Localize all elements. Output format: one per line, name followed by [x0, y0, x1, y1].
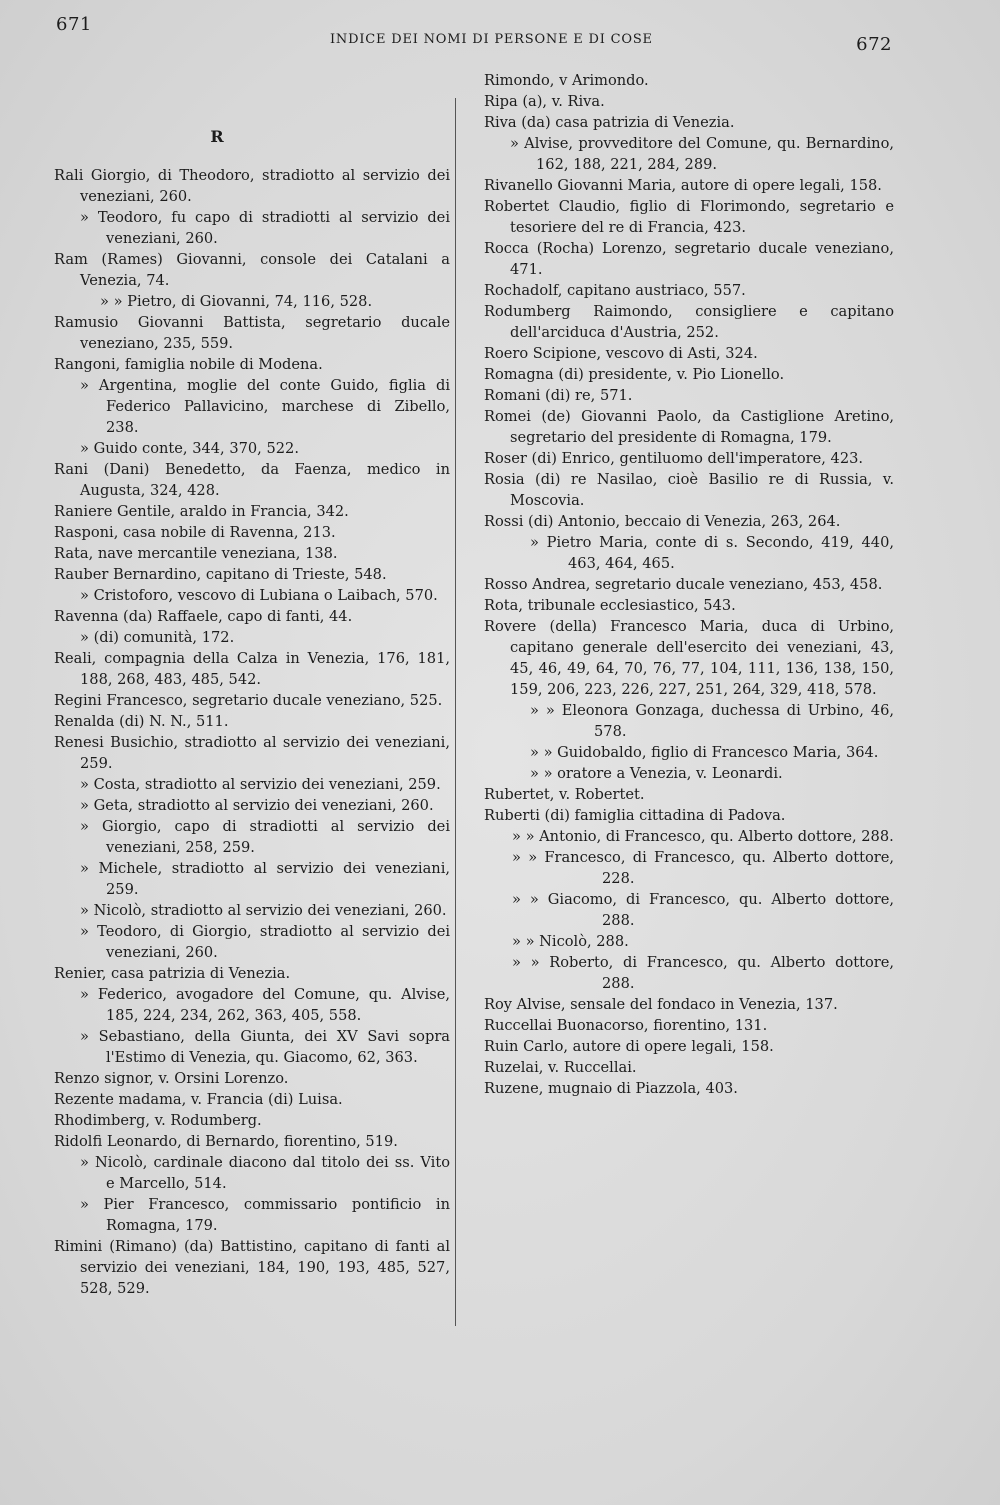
index-entry: Roy Alvise, sensale del fondaco in Venezia, 137.: [484, 996, 838, 1013]
index-entry: Reali, compagnia della Calza in Venezia, 176, 181, 188, 268, 483, 485, 542.: [54, 650, 450, 688]
index-entry: Rhodimberg, v. Rodumberg.: [54, 1112, 262, 1129]
index-entry: Ripa (a), v. Riva.: [484, 93, 605, 110]
section-heading: R: [210, 127, 224, 146]
index-entry: Rauber Bernardino, capitano di Trieste, 548.: [54, 566, 387, 583]
index-subentry: » Teodoro, fu capo di stradiotti al servizio dei veneziani, 260.: [80, 209, 450, 247]
index-subentry: » » Pietro, di Giovanni, 74, 116, 528.: [100, 293, 373, 310]
index-subentry: » Sebastiano, della Giunta, dei XV Savi sopra l'Estimo di Venezia, qu. Giacomo, 62, 363.: [80, 1028, 450, 1066]
index-entry: Riva (da) casa patrizia di Venezia.: [484, 114, 735, 131]
index-entry: Rocca (Rocha) Lorenzo, segretario ducale veneziano, 471.: [484, 240, 894, 278]
index-subentry: » » Eleonora Gonzaga, duchessa di Urbino, 46, 578.: [530, 702, 894, 740]
index-entry: Rimini (Rimano) (da) Battistino, capitano di fanti al servizio dei veneziani, 184, 190, 193, 485, 527, 528, 529.: [54, 1238, 450, 1297]
index-subentry: » » Giacomo, di Francesco, qu. Alberto dottore, 288.: [512, 891, 894, 929]
index-subentry: » Giorgio, capo di stradiotti al servizio dei veneziani, 258, 259.: [80, 818, 450, 856]
index-subentry: » Pier Francesco, commissario pontificio in Romagna, 179.: [80, 1196, 450, 1234]
left-column: [54, 126, 450, 1299]
index-entry: Ravenna (da) Raffaele, capo di fanti, 44.: [54, 608, 353, 625]
index-subentry: » Geta, stradiotto al servizio dei veneziani, 260.: [80, 797, 434, 814]
index-entry: Renesi Busichio, stradiotto al servizio dei veneziani, 259.: [54, 734, 450, 772]
index-entry: Ruccellai Buonacorso, fiorentino, 131.: [484, 1017, 768, 1034]
index-entry: Renzo signor, v. Orsini Lorenzo.: [54, 1070, 289, 1087]
index-entry: Rodumberg Raimondo, consigliere e capitano dell'arciduca d'Austria, 252.: [484, 303, 894, 341]
index-subentry: » » Guidobaldo, figlio di Francesco Maria, 364.: [530, 744, 879, 761]
index-entry: Rubertet, v. Robertet.: [484, 786, 645, 803]
index-subentry: » Alvise, provveditore del Comune, qu. Bernardino, 162, 188, 221, 284, 289.: [510, 135, 894, 173]
index-subentry: » Teodoro, di Giorgio, stradiotto al servizio dei veneziani, 260.: [80, 923, 450, 961]
index-subentry: » » oratore a Venezia, v. Leonardi.: [530, 765, 783, 782]
index-entry: Rangoni, famiglia nobile di Modena.: [54, 356, 323, 373]
right-column: [484, 70, 894, 1099]
index-entry: Ruin Carlo, autore di opere legali, 158.: [484, 1038, 774, 1055]
index-subentry: » » Nicolò, 288.: [512, 933, 629, 950]
index-subentry: » Cristoforo, vescovo di Lubiana o Laibach, 570.: [80, 587, 438, 604]
index-entry: Ruberti (di) famiglia cittadina di Padova.: [484, 807, 786, 824]
index-entry: Rasponi, casa nobile di Ravenna, 213.: [54, 524, 336, 541]
index-subentry: » Pietro Maria, conte di s. Secondo, 419, 440, 463, 464, 465.: [530, 534, 894, 572]
index-subentry: » Costa, stradiotto al servizio dei veneziani, 259.: [80, 776, 441, 793]
index-subentry: » Michele, stradiotto al servizio dei veneziani, 259.: [80, 860, 450, 898]
index-subentry: » (di) comunità, 172.: [80, 629, 235, 646]
index-subentry: » Guido conte, 344, 370, 522.: [80, 440, 299, 457]
index-entry: Rivanello Giovanni Maria, autore di opere legali, 158.: [484, 177, 882, 194]
page-number-left: 671: [56, 14, 92, 35]
index-entry: Romani (di) re, 571.: [484, 387, 633, 404]
index-entry: Renier, casa patrizia di Venezia.: [54, 965, 291, 982]
page-number-right: 672: [856, 34, 892, 55]
index-entry: Roser (di) Enrico, gentiluomo dell'imperatore, 423.: [484, 450, 864, 467]
index-entry: Rosso Andrea, segretario ducale veneziano, 453, 458.: [484, 576, 883, 593]
index-entry: Romagna (di) presidente, v. Pio Lionello.: [484, 366, 785, 383]
index-subentry: » Nicolò, cardinale diacono dal titolo dei ss. Vito e Marcello, 514.: [80, 1154, 450, 1192]
index-entry: Rossi (di) Antonio, beccaio di Venezia, 263, 264.: [484, 513, 841, 530]
index-entry: Roero Scipione, vescovo di Asti, 324.: [484, 345, 758, 362]
index-subentry: » » Francesco, di Francesco, qu. Alberto dottore, 228.: [512, 849, 894, 887]
index-entry: Rali Giorgio, di Theodoro, stradiotto al servizio dei veneziani, 260.: [54, 167, 450, 205]
index-entry: Ruzelai, v. Ruccellai.: [484, 1059, 637, 1076]
index-entry: Regini Francesco, segretario ducale veneziano, 525.: [54, 692, 443, 709]
index-entry: Rosia (di) re Nasilao, cioè Basilio re di Russia, v. Moscovia.: [484, 471, 894, 509]
index-subentry: » Argentina, moglie del conte Guido, figlia di Federico Pallavicino, marchese di Zibello, 238.: [80, 377, 450, 436]
index-entry: Rani (Dani) Benedetto, da Faenza, medico in Augusta, 324, 428.: [54, 461, 450, 499]
index-entry: Ridolfi Leonardo, di Bernardo, fiorentino, 519.: [54, 1133, 398, 1150]
index-entry: Ram (Rames) Giovanni, console dei Catalani a Venezia, 74.: [54, 251, 450, 289]
index-entry: Ramusio Giovanni Battista, segretario ducale veneziano, 235, 559.: [54, 314, 450, 352]
index-subentry: » » Roberto, di Francesco, qu. Alberto dottore, 288.: [512, 954, 894, 992]
index-entry: Ruzene, mugnaio di Piazzola, 403.: [484, 1080, 738, 1097]
index-subentry: » Federico, avogadore del Comune, qu. Alvise, 185, 224, 234, 262, 363, 405, 558.: [80, 986, 450, 1024]
index-entry: Romei (de) Giovanni Paolo, da Castiglione Aretino, segretario del presidente di Romagna, 179.: [484, 408, 894, 446]
index-entry: Raniere Gentile, araldo in Francia, 342.: [54, 503, 349, 520]
index-entry: Rimondo, v Arimondo.: [484, 72, 649, 89]
index-entry: Rota, tribunale ecclesiastico, 543.: [484, 597, 736, 614]
index-entry: Renalda (di) N. N., 511.: [54, 713, 229, 730]
index-entry: Rezente madama, v. Francia (di) Luisa.: [54, 1091, 343, 1108]
index-entry: Robertet Claudio, figlio di Florimondo, segretario e tesoriere del re di Francia, 423.: [484, 198, 894, 236]
index-entry: Rovere (della) Francesco Maria, duca di Urbino, capitano generale dell'esercito dei veneziani, 43, 45, 46, 49, 64, 70, 76, 77, 104, 111, 136, 138, 150, 159, 206, 223, 226, 227, 251, 264, 329, 418, 578.: [484, 618, 894, 698]
index-subentry: » » Antonio, di Francesco, qu. Alberto dottore, 288.: [512, 828, 894, 845]
column-divider: [455, 98, 456, 1326]
running-title: INDICE DEI NOMI DI PERSONE E DI COSE: [330, 32, 653, 47]
index-entry: Rata, nave mercantile veneziana, 138.: [54, 545, 338, 562]
index-subentry: » Nicolò, stradiotto al servizio dei veneziani, 260.: [80, 902, 447, 919]
index-entry: Rochadolf, capitano austriaco, 557.: [484, 282, 746, 299]
